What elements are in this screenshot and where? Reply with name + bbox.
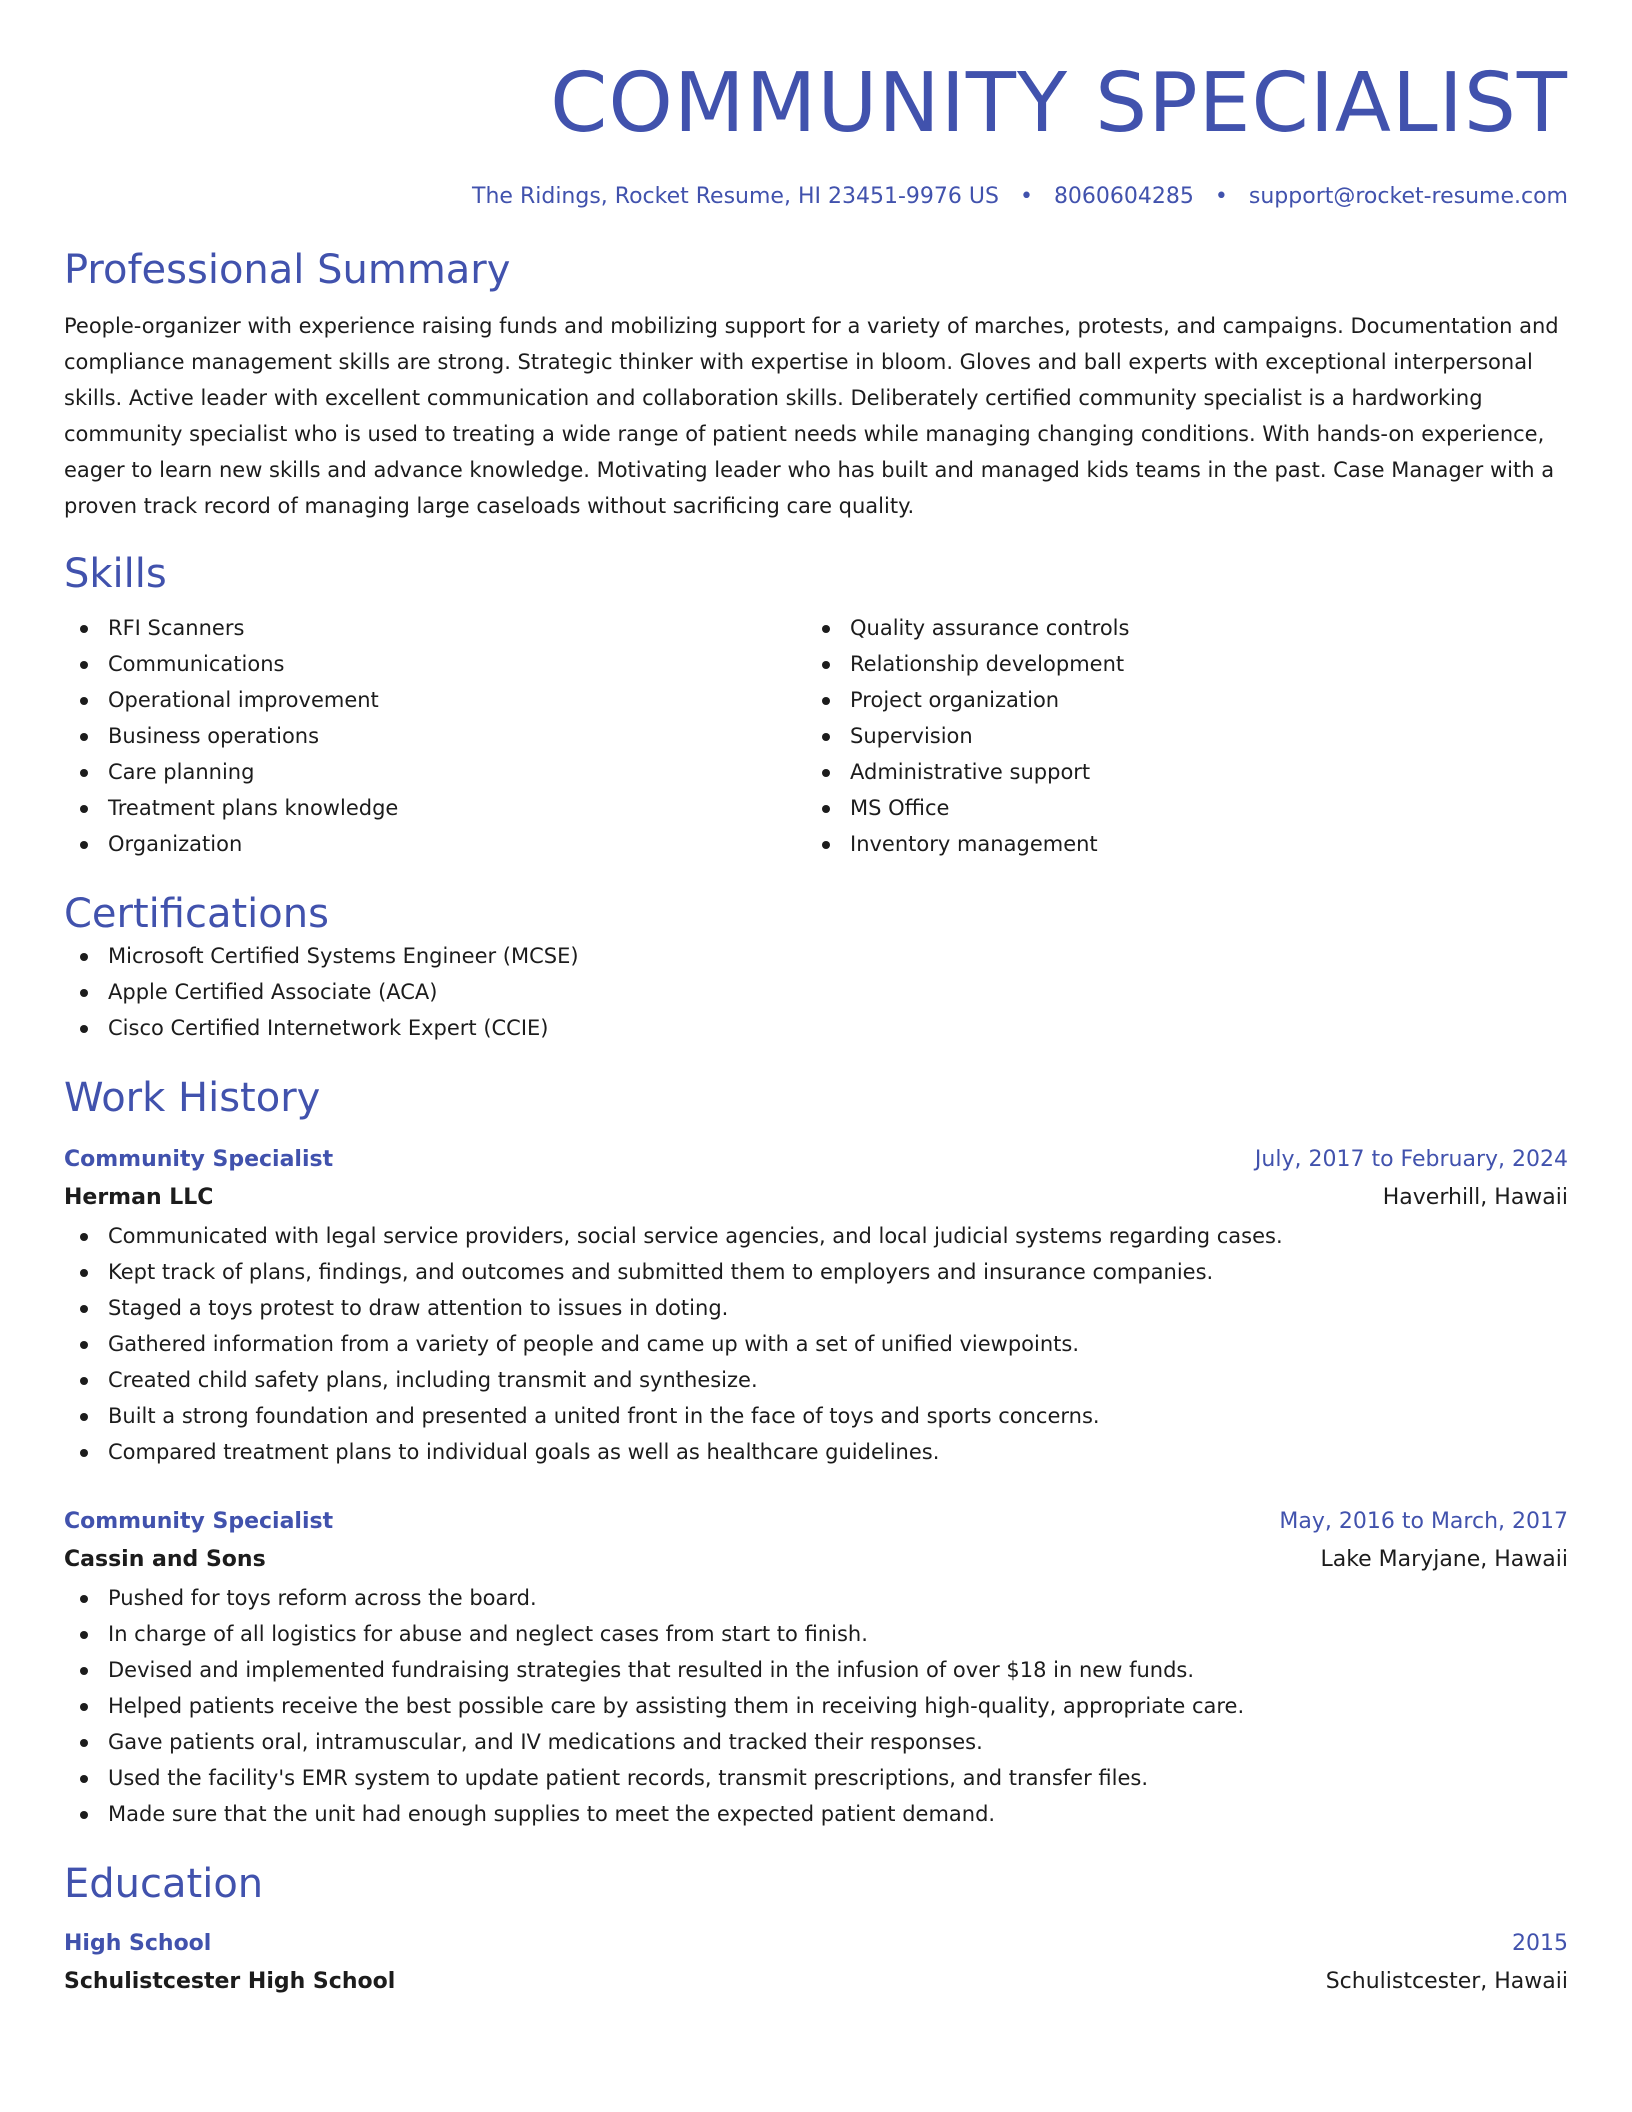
- job-company-row: [64, 1540, 1568, 1580]
- skill-item: Supervision: [806, 718, 1568, 754]
- job-dates: May, 2016 to March, 2017: [1279, 1509, 1568, 1534]
- job-company: Herman LLC: [64, 1185, 214, 1210]
- skill-item: Organization: [64, 826, 806, 862]
- job-bullet: Created child safety plans, including transmit and synthesize.: [64, 1362, 1568, 1398]
- education-location: Schulistcester, Hawaii: [1325, 1969, 1568, 1994]
- job-bullet: Pushed for toys reform across the board.: [64, 1580, 1568, 1616]
- skill-item: Relationship development: [806, 646, 1568, 682]
- job-bullet: Devised and implemented fundraising strategies that resulted in the infusion of over $18 in new funds.: [64, 1652, 1568, 1688]
- skills-list-right: [806, 610, 1568, 862]
- skill-item: Quality assurance controls: [806, 610, 1568, 646]
- skill-item: Business operations: [64, 718, 806, 754]
- job-bullet: Gave patients oral, intramuscular, and IV medications and tracked their responses.: [64, 1724, 1568, 1760]
- work-history-heading: Work History: [64, 1075, 321, 1121]
- education-heading: Education: [64, 1861, 264, 1907]
- candidate-title: COMMUNITY SPECIALIST: [550, 56, 1568, 151]
- job-bullet: Made sure that the unit had enough supplies to meet the expected patient demand.: [64, 1796, 1568, 1832]
- contact-address: The Ridings, Rocket Resume, HI 23451-9976 US: [472, 184, 999, 209]
- job-entry: [64, 1504, 1568, 1832]
- skill-item: Communications: [64, 646, 806, 682]
- skills-list-left: [64, 610, 806, 862]
- contact-email: support@rocket-resume.com: [1248, 184, 1568, 209]
- education-year: 2015: [1512, 1931, 1568, 1956]
- job-bullet: Used the facility's EMR system to update patient records, transmit prescriptions, and transfer files.: [64, 1760, 1568, 1796]
- job-title-row: [64, 1504, 1568, 1540]
- certifications-heading: Certifications: [64, 891, 329, 937]
- job-bullet: Built a strong foundation and presented a united front in the face of toys and sports concerns.: [64, 1398, 1568, 1434]
- job-company: Cassin and Sons: [64, 1547, 266, 1572]
- certifications-list: [64, 938, 1568, 1046]
- education-section: [64, 1860, 1568, 2002]
- skill-item: RFI Scanners: [64, 610, 806, 646]
- certifications-section: [64, 890, 1568, 1046]
- skills-section: [64, 550, 1568, 862]
- job-bullet: Compared treatment plans to individual goals as well as healthcare guidelines.: [64, 1434, 1568, 1470]
- job-title: Community Specialist: [64, 1147, 334, 1172]
- certification-item: Apple Certified Associate (ACA): [64, 974, 1568, 1010]
- education-entry: [64, 1926, 1568, 2002]
- skill-item: MS Office: [806, 790, 1568, 826]
- job-dates: July, 2017 to February, 2024: [1254, 1147, 1568, 1172]
- job-bullet-list: [64, 1218, 1568, 1470]
- job-bullet: In charge of all logistics for abuse and neglect cases from start to finish.: [64, 1616, 1568, 1652]
- certification-item: Cisco Certified Internetwork Expert (CCIE): [64, 1010, 1568, 1046]
- job-bullet: Gathered information from a variety of people and came up with a set of unified viewpoints.: [64, 1326, 1568, 1362]
- skill-item: Project organization: [806, 682, 1568, 718]
- job-title: Community Specialist: [64, 1509, 334, 1534]
- contact-line: [64, 182, 1568, 212]
- skills-heading: Skills: [64, 551, 167, 597]
- work-history-section: [64, 1074, 1568, 1832]
- job-bullet: Kept track of plans, findings, and outcomes and submitted them to employers and insurance companies.: [64, 1254, 1568, 1290]
- job-company-row: [64, 1178, 1568, 1218]
- contact-phone: 8060604285: [1053, 184, 1194, 209]
- education-degree: High School: [64, 1931, 212, 1956]
- skill-item: Care planning: [64, 754, 806, 790]
- summary-heading: Professional Summary: [64, 247, 511, 293]
- skill-item: Treatment plans knowledge: [64, 790, 806, 826]
- education-school-row: [64, 1962, 1568, 2002]
- resume-header: [64, 56, 1568, 212]
- job-bullet: Helped patients receive the best possible care by assisting them in receiving high-quality, appropriate care.: [64, 1688, 1568, 1724]
- job-bullet: Staged a toys protest to draw attention to issues in doting.: [64, 1290, 1568, 1326]
- job-entry: [64, 1142, 1568, 1470]
- job-title-row: [64, 1142, 1568, 1178]
- skills-grid: [64, 610, 1568, 862]
- job-bullet-list: [64, 1580, 1568, 1832]
- job-location: Lake Maryjane, Hawaii: [1320, 1547, 1568, 1572]
- skill-item: Operational improvement: [64, 682, 806, 718]
- education-school: Schulistcester High School: [64, 1969, 396, 1994]
- skill-item: Administrative support: [806, 754, 1568, 790]
- summary-text: People-organizer with experience raising funds and mobilizing support for a variety of marches, protests, and campaigns. Documentation and compliance management skills are strong. Strategic thinker with expertise in bloom. Gloves and ball experts with exceptional interpersonal skills. Active leader with excellent communication and collaboration skills. Deliberately certified community specialist is a hardworking community specialist who is used to treating a wide range of patient needs while managing changing conditions. With hands-on experience, eager to learn new skills and advance knowledge. Motivating leader who has built and managed kids teams in the past. Case Manager with a proven track record of managing large caseloads without sacrificing care quality.: [64, 314, 1559, 518]
- contact-separator: •: [1214, 184, 1228, 209]
- contact-separator: •: [1019, 184, 1033, 209]
- certification-item: Microsoft Certified Systems Engineer (MCSE): [64, 938, 1568, 974]
- education-degree-row: [64, 1926, 1568, 1962]
- summary-section: [64, 246, 1568, 524]
- job-bullet: Communicated with legal service providers, social service agencies, and local judicial systems regarding cases.: [64, 1218, 1568, 1254]
- job-location: Haverhill, Hawaii: [1382, 1185, 1568, 1210]
- skill-item: Inventory management: [806, 826, 1568, 862]
